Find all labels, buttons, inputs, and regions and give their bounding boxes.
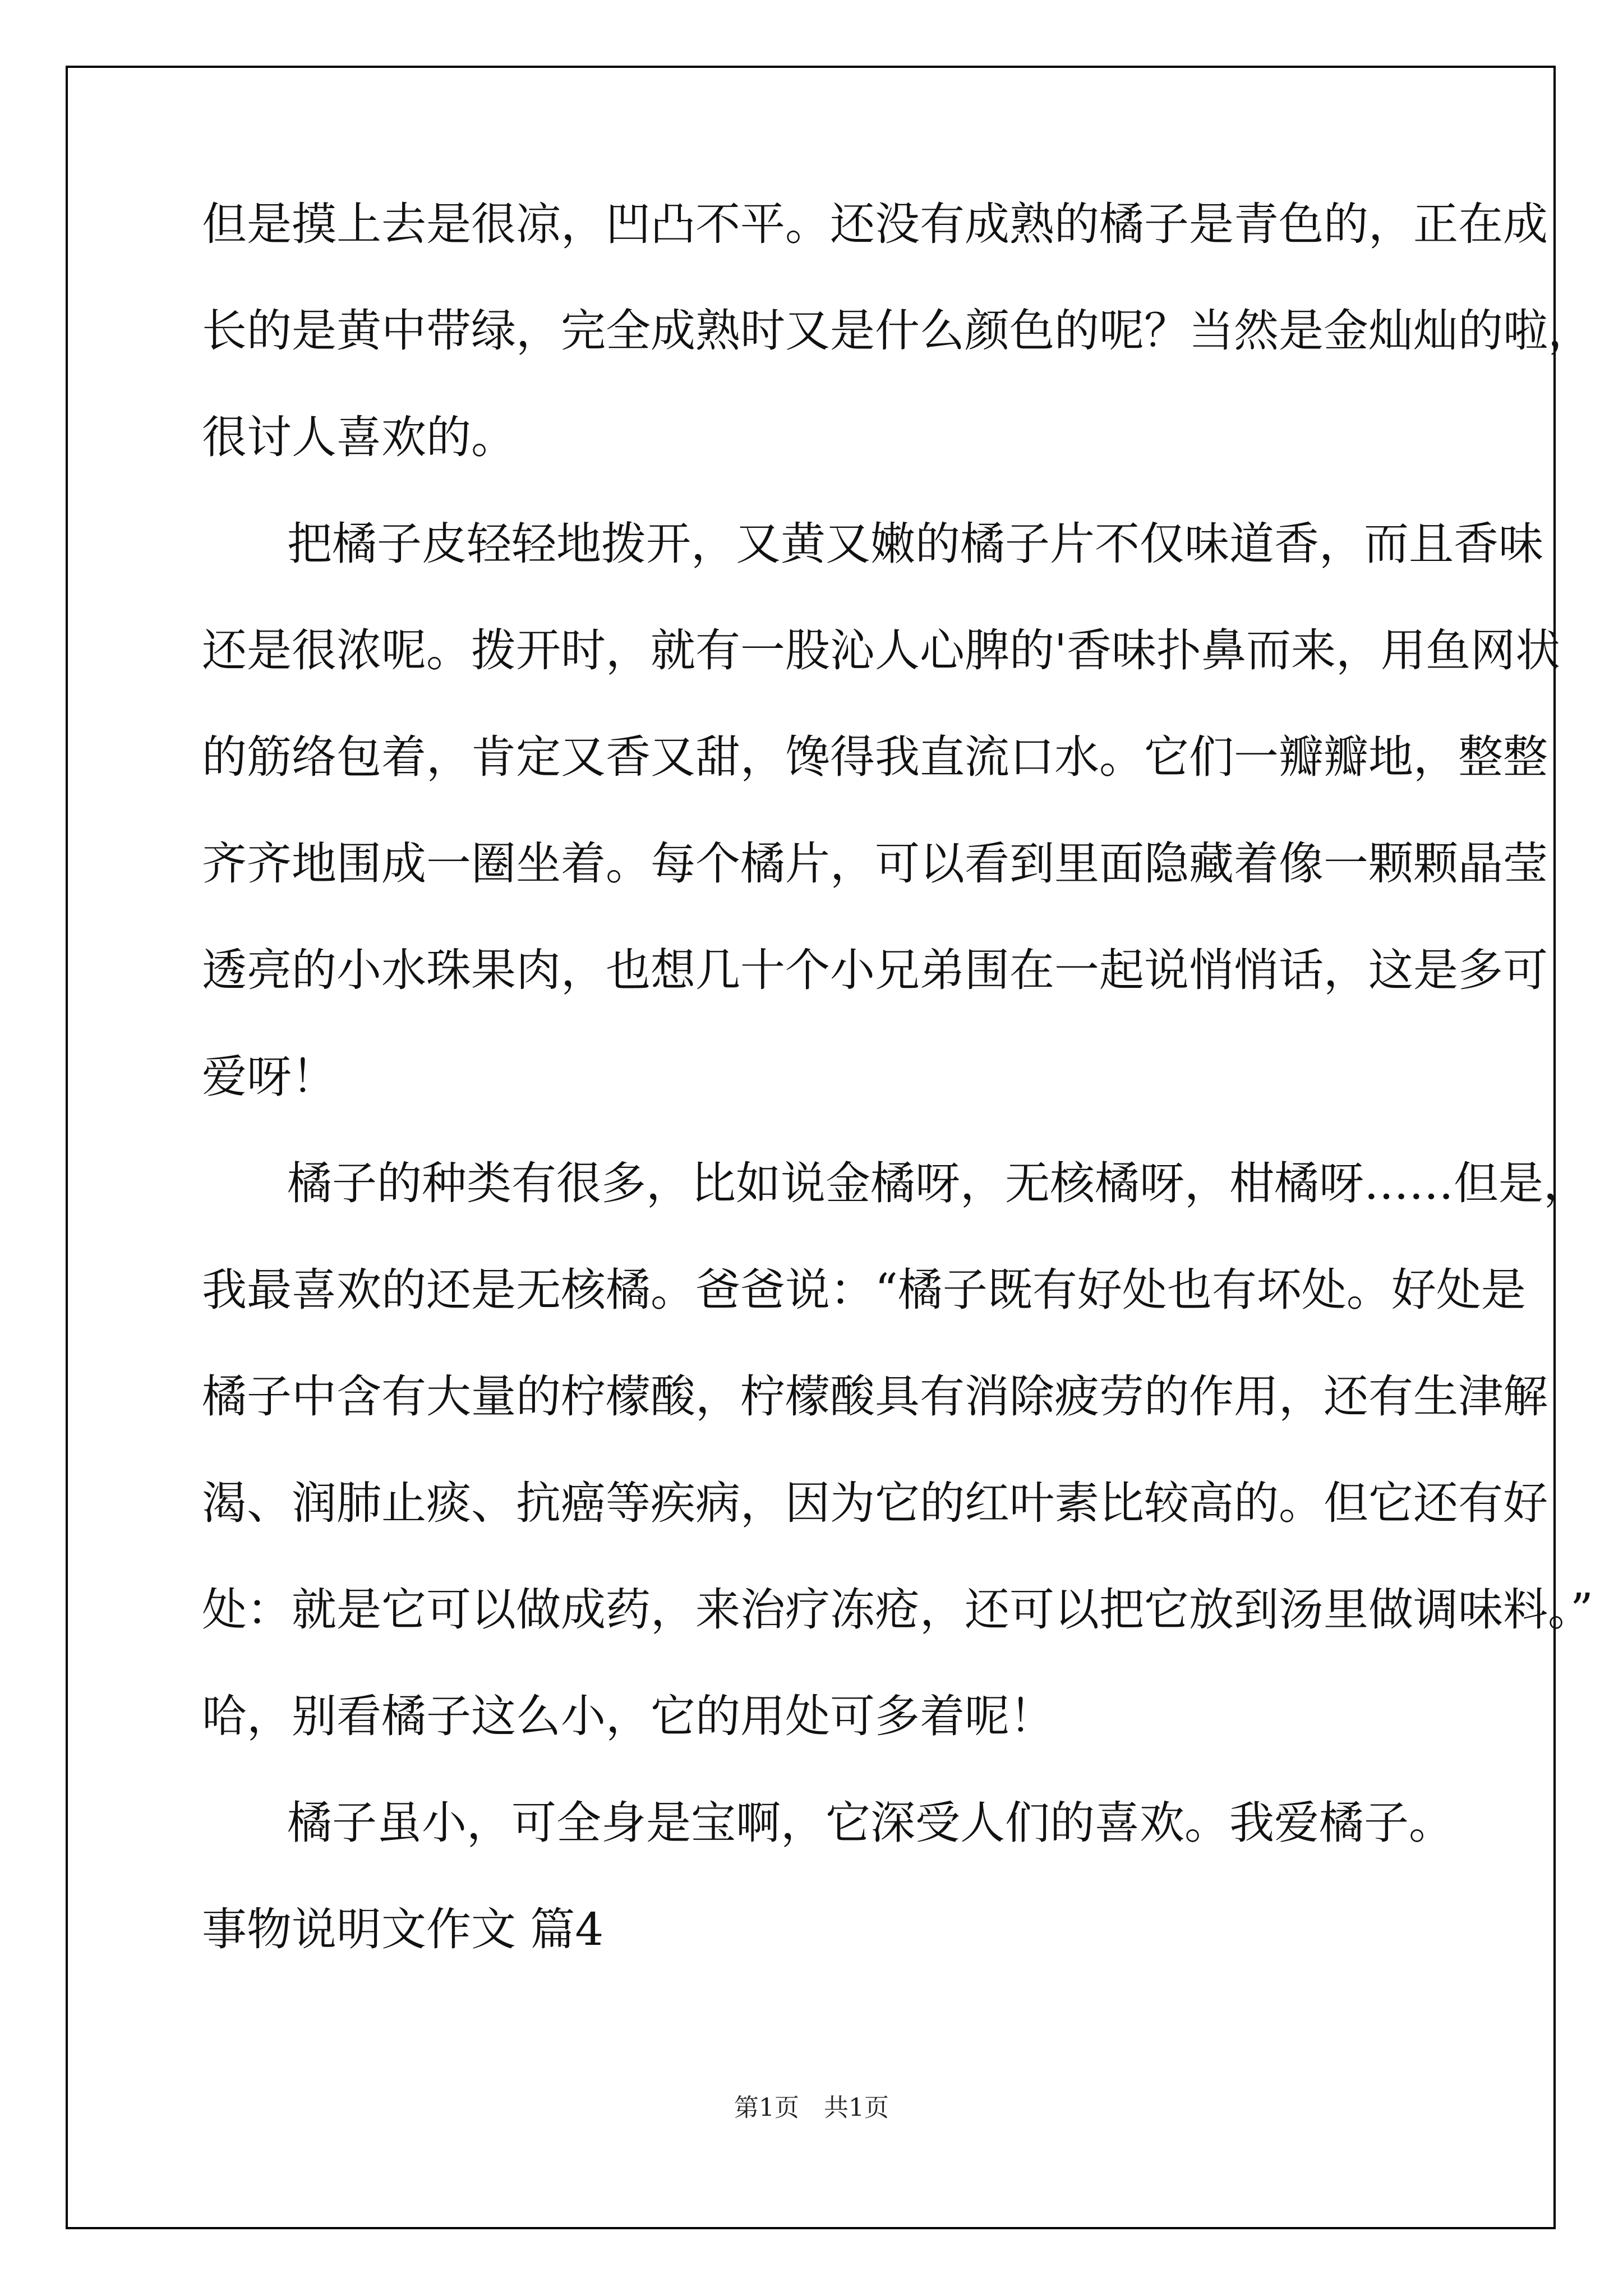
paragraph-first-line: 橘子的种类有很多，比如说金橘呀，无核橘呀，柑橘呀……但是， xyxy=(287,1157,1588,1209)
text-line: 还是很浓呢。拨开时，就有一股沁人心脾的'香味扑鼻而来，用鱼网状 xyxy=(202,624,1560,677)
text-line: 但是摸上去是很凉，凹凸不平。还没有成熟的橘子是青色的，正在成 xyxy=(202,198,1548,250)
text-line: 渴、润肺止痰、抗癌等疾病，因为它的红叶素比较高的。但它还有好 xyxy=(202,1477,1548,1529)
text-line: 橘子中含有大量的柠檬酸，柠檬酸具有消除疲劳的作用，还有生津解 xyxy=(202,1370,1548,1423)
text-line: 我最喜欢的还是无核橘。爸爸说：“橘子既有好处也有坏处。好处是 xyxy=(202,1264,1526,1316)
text-line: 爱呀！ xyxy=(202,1051,336,1103)
document-body xyxy=(202,198,1593,1955)
paragraph-first-line: 把橘子皮轻轻地拨开，又黄又嫩的橘子片不仅味道香，而且香味 xyxy=(287,518,1543,570)
page-number-footer: 第1页 共1页 xyxy=(734,2093,889,2122)
text-line: 哈，别看橘子这么小，它的用处可多着呢！ xyxy=(202,1690,1054,1742)
text-line: 齐齐地围成一圈坐着。每个橘片，可以看到里面隐藏着像一颗颗晶莹 xyxy=(202,838,1548,890)
text-line: 很讨人喜欢的。 xyxy=(202,411,516,463)
text-line: 的筋络包着，肯定又香又甜，馋得我直流口水。它们一瓣瓣地，整整 xyxy=(202,731,1548,783)
paragraph-first-line: 橘子虽小，可全身是宝啊，它深受人们的喜欢。我爱橘子。 xyxy=(287,1797,1454,1849)
text-line: 处：就是它可以做成药，来治疗冻疮，还可以把它放到汤里做调味料。” xyxy=(202,1584,1593,1636)
text-line: 透亮的小水珠果肉，也想几十个小兄弟围在一起说悄悄话，这是多可 xyxy=(202,944,1548,996)
section-heading: 事物说明文作文 篇4 xyxy=(202,1903,604,1955)
text-line: 长的是黄中带绿，完全成熟时又是什么颜色的呢？当然是金灿灿的啦， xyxy=(202,305,1593,357)
